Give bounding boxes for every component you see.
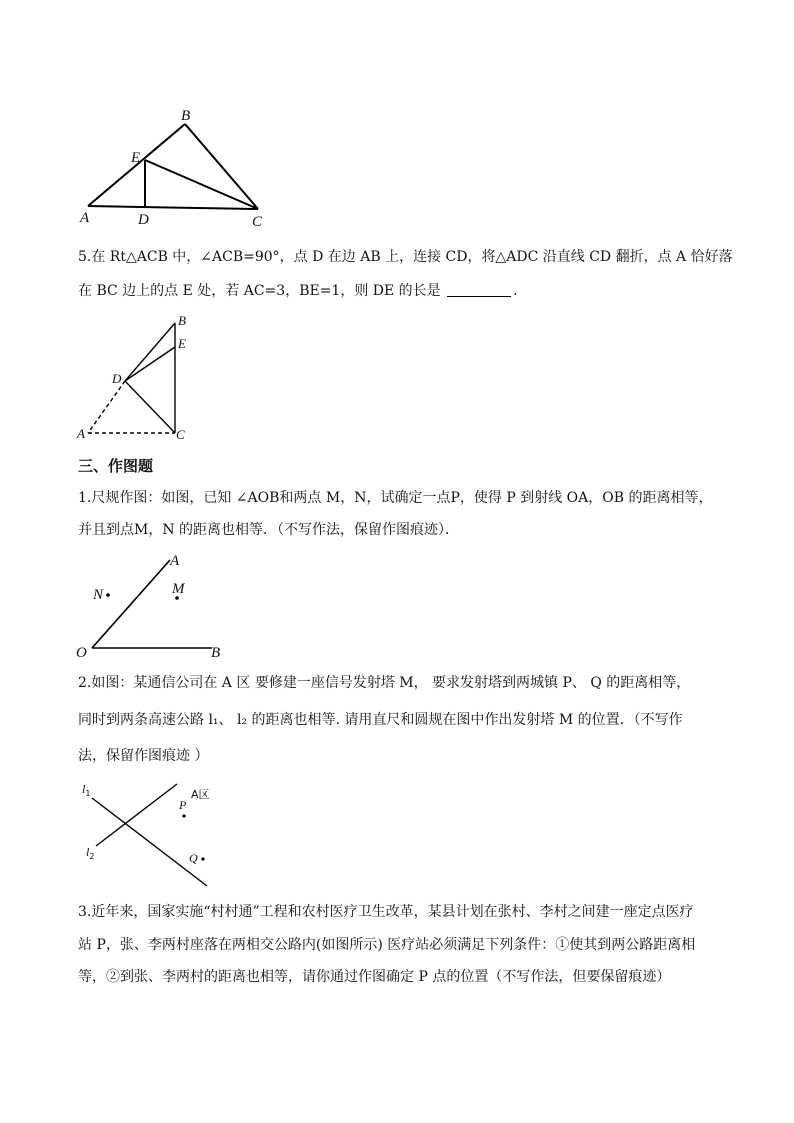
label-q: Q xyxy=(189,851,198,865)
fig1-label-b: B xyxy=(181,108,191,124)
fig1-label-a: A xyxy=(80,210,90,226)
highway-l1 xyxy=(92,798,207,886)
label-l2: $l_2$ xyxy=(86,845,95,861)
section-heading: 三、作图题 xyxy=(78,457,154,475)
figure-fold-triangle xyxy=(70,305,210,445)
fig1-label-d: D xyxy=(138,212,149,228)
town-q-dot xyxy=(201,857,204,860)
figure-triangle-top xyxy=(70,100,280,235)
fig2-label-c: C xyxy=(176,427,185,442)
fig3-ray-oa xyxy=(92,560,170,648)
figure-angle-aob xyxy=(70,548,240,663)
fig2-label-a: A xyxy=(77,426,85,441)
fig1-side-bc xyxy=(185,124,258,209)
p2-line-1: 2.如图：某通信公司在 A 区 要修建一座信号发射塔 M， 要求发射塔到两城镇 P、 Q 的距离相等， xyxy=(78,675,691,691)
q5-line-1: 5.在 Rt△ACB 中，∠ACB=90°，点 D 在边 AB 上，连接 CD，将△ADC 沿直线 CD 翻折，点 A 恰好落 xyxy=(78,249,733,265)
fig3-label-o: O xyxy=(76,645,87,661)
fig3-label-a: A xyxy=(170,553,180,569)
fig2-label-d: D xyxy=(112,371,122,386)
fig2-dashed-ad xyxy=(88,381,125,433)
fig3-point-n xyxy=(106,593,110,597)
fig1-label-e: E xyxy=(131,150,141,166)
label-p: P xyxy=(179,798,187,812)
p1-line-1: 1.尺规作图：如图，已知 ∠AOB和两点 M，N，试确定一点P，使得 P 到射线 OA，OB 的距离相等， xyxy=(78,490,713,506)
p2-line-2: 同时到两条高速公路 l₁、 l₂ 的距离也相等. 请用直尺和圆规在图中作出发射塔 M 的位置．（不写作 xyxy=(78,712,683,728)
fig1-label-c: C xyxy=(252,214,263,230)
q5-line-2-text: 在 BC 边上的点 E 处，若 AC=3，BE=1，则 DE 的长是 xyxy=(78,283,441,299)
label-l1: $l_1$ xyxy=(82,782,91,798)
fig3-label-n: N xyxy=(93,587,104,603)
q5-line-2-end: . xyxy=(513,283,518,299)
p2-line-3: 法，保留作图痕迹 ） xyxy=(78,748,209,764)
fig3-label-m: M xyxy=(172,581,185,597)
answer-blank[interactable] xyxy=(447,282,511,297)
p3-line-2: 站 P，张、李两村座落在两相交公路内(如图所示) 医疗站必须满足下列条件：①使其到两公路距离相 xyxy=(78,937,696,953)
fig2-label-e: E xyxy=(178,336,186,351)
figure-highways xyxy=(70,778,240,893)
town-p-dot xyxy=(182,814,185,817)
fig1-segment-ec xyxy=(145,160,258,209)
fig2-label-b: B xyxy=(178,313,186,328)
highway-l2 xyxy=(96,784,177,846)
p3-line-3: 等，②到张、李两村的距离也相等，请你通过作图确定 P 点的位置（不写作法，但要保留痕迹） xyxy=(78,969,671,985)
p3-line-1: 3.近年来，国家实施“村村通”工程和农村医疗卫生改革，某县计划在张村、李村之间建一座定点医疗 xyxy=(78,904,694,920)
fig2-segment-dc xyxy=(125,381,175,433)
label-region-a: A区 xyxy=(191,788,210,801)
p1-line-2: 并且到点M，N 的距离也相等．（不写作法，保留作图痕迹）． xyxy=(78,522,460,538)
fig3-label-b: B xyxy=(211,645,221,661)
q5-line-2 xyxy=(78,275,518,308)
fig1-side-ac xyxy=(88,206,258,209)
